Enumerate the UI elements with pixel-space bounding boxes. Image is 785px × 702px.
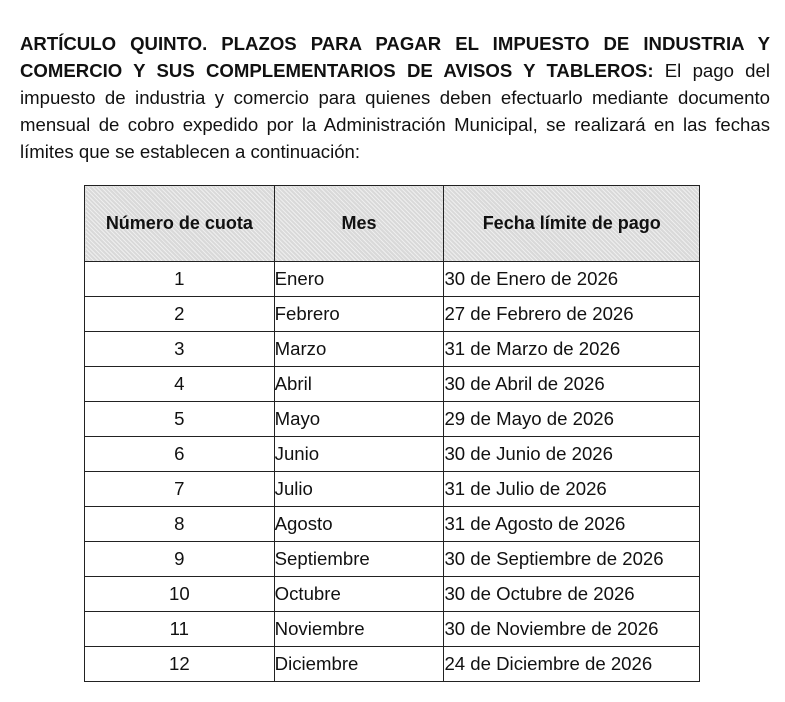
cell-cuota: 11	[85, 612, 275, 647]
cell-cuota: 3	[85, 332, 275, 367]
cell-fecha: 30 de Noviembre de 2026	[444, 612, 700, 647]
cell-mes: Marzo	[274, 332, 444, 367]
cell-mes: Octubre	[274, 577, 444, 612]
table-row	[85, 647, 700, 682]
cell-mes: Abril	[274, 367, 444, 402]
article-paragraph	[20, 30, 770, 165]
cell-fecha: 24 de Diciembre de 2026	[444, 647, 700, 682]
table-row	[85, 612, 700, 647]
table-row	[85, 577, 700, 612]
table-row	[85, 367, 700, 402]
cell-mes: Julio	[274, 472, 444, 507]
cell-cuota: 5	[85, 402, 275, 437]
column-header-mes: Mes	[274, 186, 444, 262]
table-header-row	[85, 186, 700, 262]
table-row	[85, 402, 700, 437]
cell-fecha: 27 de Febrero de 2026	[444, 297, 700, 332]
column-header-cuota: Número de cuota	[85, 186, 275, 262]
table-row	[85, 332, 700, 367]
cell-fecha: 31 de Agosto de 2026	[444, 507, 700, 542]
cell-fecha: 30 de Abril de 2026	[444, 367, 700, 402]
cell-cuota: 7	[85, 472, 275, 507]
cell-mes: Enero	[274, 262, 444, 297]
cell-cuota: 4	[85, 367, 275, 402]
cell-fecha: 29 de Mayo de 2026	[444, 402, 700, 437]
cell-cuota: 8	[85, 507, 275, 542]
cell-mes: Mayo	[274, 402, 444, 437]
cell-mes: Febrero	[274, 297, 444, 332]
payment-schedule-table	[84, 185, 700, 682]
cell-fecha: 30 de Septiembre de 2026	[444, 542, 700, 577]
table-row	[85, 542, 700, 577]
cell-mes: Septiembre	[274, 542, 444, 577]
cell-cuota: 9	[85, 542, 275, 577]
cell-cuota: 12	[85, 647, 275, 682]
article-body: El pago del impuesto de industria y comercio para quienes deben efectuarlo mediante documento mensual de cobro expedido por la Administración Municipal, se realizará en las fechas límites que se establecen a continuación:	[20, 60, 770, 162]
table-row	[85, 472, 700, 507]
article-heading: ARTÍCULO QUINTO. PLAZOS PARA PAGAR EL IMPUESTO DE INDUSTRIA Y COMERCIO Y SUS COMPLEMENTARIOS DE AVISOS Y TABLEROS:	[20, 33, 770, 81]
table-row	[85, 507, 700, 542]
table-row	[85, 262, 700, 297]
table-row	[85, 437, 700, 472]
cell-cuota: 2	[85, 297, 275, 332]
cell-fecha: 30 de Junio de 2026	[444, 437, 700, 472]
cell-mes: Agosto	[274, 507, 444, 542]
cell-cuota: 10	[85, 577, 275, 612]
cell-cuota: 6	[85, 437, 275, 472]
cell-mes: Noviembre	[274, 612, 444, 647]
cell-fecha: 31 de Julio de 2026	[444, 472, 700, 507]
cell-cuota: 1	[85, 262, 275, 297]
cell-fecha: 30 de Octubre de 2026	[444, 577, 700, 612]
table-row	[85, 297, 700, 332]
column-header-fecha: Fecha límite de pago	[444, 186, 700, 262]
cell-fecha: 31 de Marzo de 2026	[444, 332, 700, 367]
cell-mes: Diciembre	[274, 647, 444, 682]
cell-mes: Junio	[274, 437, 444, 472]
cell-fecha: 30 de Enero de 2026	[444, 262, 700, 297]
